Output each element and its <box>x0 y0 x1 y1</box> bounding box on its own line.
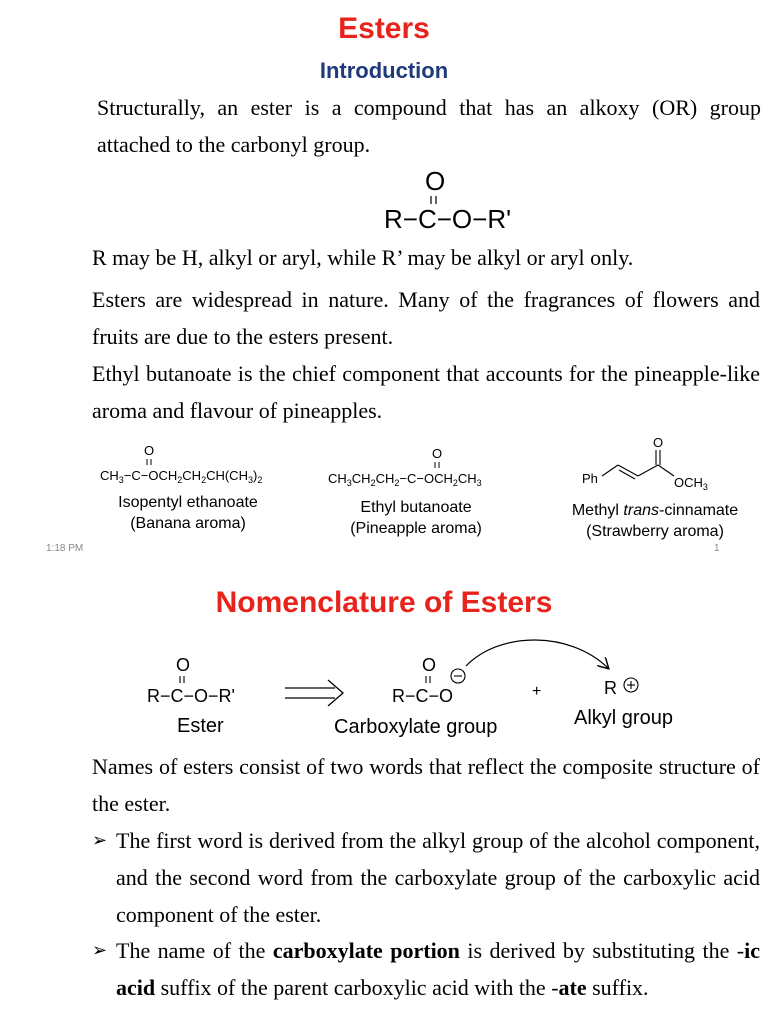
slide1-title: Esters <box>338 12 430 45</box>
svg-text:O: O <box>432 446 443 461</box>
arrowhead-bullet-icon: ➢ <box>92 940 108 961</box>
r-group-note: R may be H, alkyl or aryl, while R’ may be alkyl or aryl only. <box>92 245 634 270</box>
carboxylate-label: Carboxylate group <box>334 716 498 738</box>
isopentyl-ethanoate-label <box>98 492 278 534</box>
slide1-subtitle: Introduction <box>319 58 449 83</box>
svg-text:R−C−O−R': R−C−O−R' <box>384 204 512 234</box>
methyl-cinnamate-label <box>545 500 765 542</box>
svg-text:O: O <box>144 443 155 458</box>
bullet-carboxylate-portion <box>92 932 760 1006</box>
ethyl-butanoate-label <box>326 497 506 539</box>
example-name: Methyl trans-cinnamate <box>571 502 739 519</box>
svg-text:Ph: Ph <box>582 471 598 486</box>
isopentyl-ethanoate-structure <box>98 440 318 490</box>
svg-text:O: O <box>176 655 191 675</box>
ester-definition: Structurally, an ester is a compound that has an alkoxy (OR) group attached to the carbonyl group. <box>97 95 761 157</box>
example-aroma: (Pineapple aroma) <box>350 520 482 537</box>
svg-text:R−C−O: R−C−O <box>392 686 454 706</box>
example-aroma: (Banana aroma) <box>130 515 246 532</box>
ethyl-butanoate-note: Ethyl butanoate is the chief component that accounts for the pineapple-like aroma and flavour of pineapples. <box>92 361 760 423</box>
svg-text:CH3−C−OCH2CH2CH(CH3)2: $CH_3-C-OCH_2CH_2CH(CH_3)_2$ <box>100 468 263 485</box>
svg-text:OCH3: $OCH_3$ <box>674 475 708 492</box>
ester-label: Ester <box>177 715 224 737</box>
arrowhead-bullet-icon: ➢ <box>92 830 108 851</box>
ethyl-butanoate-structure <box>326 440 546 490</box>
svg-text:R: R <box>604 678 617 698</box>
footer-time: 1:18 PM <box>46 543 84 554</box>
example-name: Isopentyl ethanoate <box>118 494 258 511</box>
svg-text:R−C−O−R': R−C−O−R' <box>147 686 235 706</box>
example-name: Ethyl butanoate <box>360 499 472 516</box>
methyl-cinnamate-structure <box>578 432 728 494</box>
bullet-text: The name of the carboxylate portion is derived by substituting the -ic acid suffix of the parent carboxylic acid with the -ate suffix. <box>116 938 760 1000</box>
esters-in-nature: Esters are widespread in nature. Many of the fragrances of flowers and fruits are due to the esters present. <box>92 287 760 349</box>
bullet-first-word <box>92 822 760 933</box>
svg-text:O: O <box>425 166 446 196</box>
svg-text:O: O <box>653 435 664 450</box>
alkyl-label: Alkyl group <box>574 707 673 729</box>
svg-text:O: O <box>422 655 437 675</box>
plus-sign: + <box>532 683 542 700</box>
page-number: 1 <box>714 543 720 554</box>
bullet-text: The first word is derived from the alkyl group of the alcohol component, and the second word from the carboxylate group of the carboxylic acid component of the ester. <box>116 828 760 927</box>
svg-text:CH3CH2CH2−C−OCH2CH3: $CH_3CH_2CH_2-C-OCH_2CH_3$ <box>328 471 482 488</box>
ester-general-structure <box>380 166 550 236</box>
example-aroma: (Strawberry aroma) <box>586 523 724 540</box>
naming-intro: Names of esters consist of two words that reflect the composite structure of the ester. <box>92 754 760 816</box>
slide2-title: Nomenclature of Esters <box>215 586 553 619</box>
nomenclature-scheme <box>140 636 720 746</box>
